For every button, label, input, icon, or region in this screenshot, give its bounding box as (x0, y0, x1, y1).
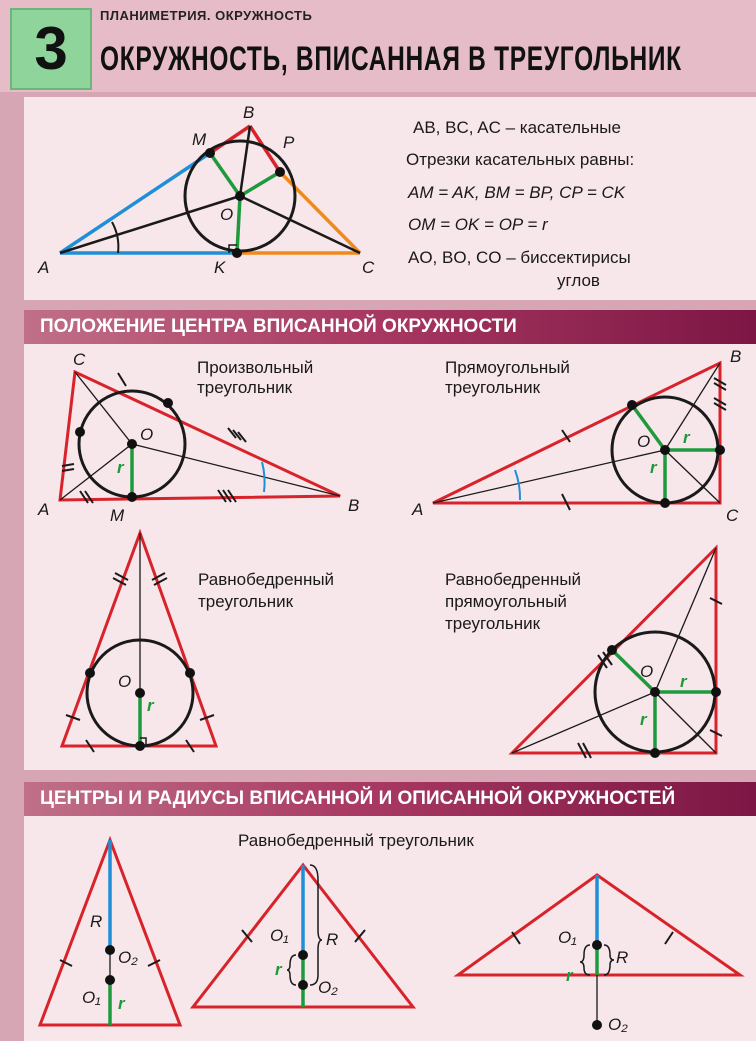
right-label-2: треугольник (445, 378, 541, 397)
arbitrary-label-1: Произвольный (197, 358, 314, 377)
s3f2-O1: O₁ (270, 926, 289, 945)
s3f1-O1: O₁ (82, 988, 101, 1007)
arbitrary-A: A (38, 500, 50, 519)
fact-tangents: AB, BC, AC – касательные (413, 118, 621, 137)
isosceles-r: r (147, 696, 154, 715)
s3f1-O2: O₂ (118, 948, 138, 967)
label-C: C (362, 258, 375, 277)
fact-angles: углов (557, 271, 600, 290)
arbitrary-r: r (117, 458, 124, 477)
isoright-label-1: Равнобедренный (445, 570, 582, 589)
arbitrary-label-2: треугольник (197, 378, 293, 397)
right-A: A (412, 500, 424, 519)
s3f3-O1: O₁ (558, 928, 577, 947)
isosceles-label-1: Равнобедренный (198, 570, 335, 589)
s3-fig3 (458, 875, 740, 1030)
arbitrary-O: O (140, 425, 154, 444)
arbitrary-C: C (73, 350, 86, 369)
section3-title: ЦЕНТРЫ И РАДИУСЫ ВПИСАННОЙ И ОПИСАННОЙ ОКРУЖНОСТЕЙ (24, 782, 756, 816)
isosceles-O: O (118, 672, 132, 691)
label-O: O (220, 205, 234, 224)
isoright-O: O (640, 662, 654, 681)
isoright-r2: r (640, 710, 647, 729)
label-P: P (283, 133, 295, 152)
section2-title: ПОЛОЖЕНИЕ ЦЕНТРА ВПИСАННОЙ ОКРУЖНОСТИ (24, 310, 756, 344)
isosceles-label-2: треугольник (198, 592, 294, 611)
sheet-number: 3 (10, 8, 92, 90)
s3f1-r: r (118, 994, 125, 1013)
right-C: C (726, 506, 739, 525)
isoright-label-2: прямоугольный (445, 592, 567, 611)
right-B: B (730, 347, 742, 366)
right-label-1: Прямоугольный (445, 358, 570, 377)
isoright-label-3: треугольник (445, 614, 541, 633)
fact-bisectors: AO, BO, CO – биссектирисы (408, 248, 631, 267)
label-K: K (214, 258, 226, 277)
s3-fig1 (40, 840, 180, 1025)
arbitrary-B: B (348, 496, 360, 515)
s3f3-O2: O₂ (608, 1015, 628, 1034)
s3f1-R: R (90, 912, 103, 931)
s3f3-r: r (566, 966, 573, 985)
s3-fig2 (193, 865, 413, 1007)
s3f2-r: r (275, 960, 282, 979)
fig-isosceles (62, 533, 216, 752)
label-A: A (38, 258, 50, 277)
right-O: O (637, 432, 651, 451)
right-r2: r (650, 458, 657, 477)
right-r1: r (683, 428, 690, 447)
s3f3-R: R (616, 948, 629, 967)
fact-segment-equalities: AM = AK, BM = BP, CP = CK (408, 183, 626, 202)
sheet-title: ОКРУЖНОСТЬ, ВПИСАННАЯ В ТРЕУГОЛЬНИК (100, 40, 682, 78)
s3f2-R: R (326, 930, 339, 949)
label-M: M (192, 130, 207, 149)
s3f2-O2: O₂ (318, 978, 338, 997)
sheet-subtitle: ПЛАНИМЕТРИЯ. ОКРУЖНОСТЬ (100, 8, 313, 23)
label-B: B (243, 103, 255, 122)
fact-radii: OM = OK = OP = r (408, 215, 548, 234)
fact-equal-segments: Отрезки касательных равны: (406, 150, 635, 169)
section3-caption: Равнобедренный треугольник (238, 831, 474, 850)
isoright-r1: r (680, 672, 687, 691)
top-figure (60, 126, 360, 258)
arbitrary-M: M (110, 506, 125, 525)
